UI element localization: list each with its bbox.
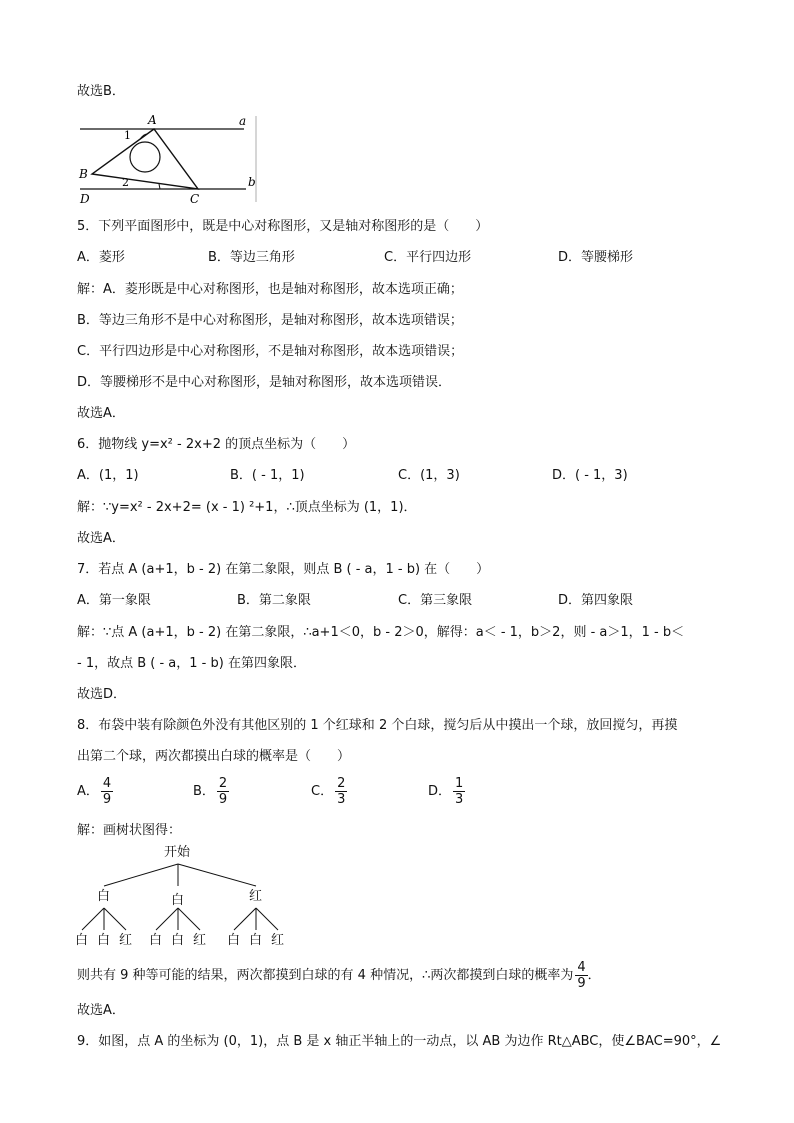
tree-leaf: 白 xyxy=(75,933,89,948)
q4-answer: 故选B． xyxy=(77,84,125,99)
q7-solution-line: 解：∵点 A (a+1，b - 2) 在第二象限，∴a+1＜0，b - 2＞0，解得：a＜ - 1，b＞2，则 - a＞1，1 - b＜ xyxy=(77,625,685,640)
triangle-abc xyxy=(92,129,198,189)
tree-node-level1: 白 xyxy=(97,889,111,904)
q8-option-d xyxy=(428,776,465,807)
tree-leaf: 白 xyxy=(249,933,263,948)
q5-solution-line: C．平行四边形是中心对称图形，不是轴对称图形，故本选项错误； xyxy=(77,344,464,359)
q7-option-b: B．第二象限 xyxy=(237,593,311,608)
q5-option-a: A．菱形 xyxy=(77,250,125,265)
q8-conclusion xyxy=(77,960,601,991)
q7-answer: 故选D． xyxy=(77,687,127,702)
q5-solution-line: 解：A．菱形既是中心对称图形，也是轴对称图形，故本选项正确； xyxy=(77,282,463,297)
q9-stem: 9．如图，点 A 的坐标为 (0，1)，点 B 是 x 轴正半轴上的一动点，以 AB 为边作 Rt△ABC，使∠BAC=90°，∠ xyxy=(77,1034,722,1049)
tree-leaf: 红 xyxy=(193,933,207,948)
q7-solution-line: - 1，故点 B ( - a，1 - b) 在第四象限． xyxy=(77,656,306,671)
q7-option-c: C．第三象限 xyxy=(398,593,473,608)
q5-option-c: C．平行四边形 xyxy=(384,250,472,265)
tree-node-level1: 白 xyxy=(171,893,185,908)
q8-solution-intro: 解：画树状图得： xyxy=(77,823,182,838)
label-1: 1 xyxy=(124,129,131,142)
q5-option-d: D．等腰梯形 xyxy=(558,250,634,265)
tree-leaf: 红 xyxy=(271,933,285,948)
q6-solution: 解：∵y=x² - 2x+2= (x - 1) ²+1，∴顶点坐标为 (1，1)． xyxy=(77,500,417,515)
option-label: C． xyxy=(311,784,334,799)
q6-option-d: D．( - 1，3) xyxy=(552,468,628,483)
fraction: $\frac{4}{9}$ xyxy=(577,960,586,991)
tree-leaf: 红 xyxy=(119,933,133,948)
label-A: A xyxy=(148,113,157,127)
tree-node-level1: 红 xyxy=(249,889,263,904)
tree-leaf: 白 xyxy=(149,933,163,948)
q6-answer: 故选A． xyxy=(77,531,125,546)
angle-2-mark xyxy=(159,184,160,189)
q5-stem: 5．下列平面图形中，既是中心对称图形，又是轴对称图形的是（ ） xyxy=(77,219,489,234)
tree-leaf: 白 xyxy=(227,933,241,948)
conclusion-end: ． xyxy=(587,968,601,983)
q8-option-b xyxy=(193,776,229,807)
label-a: a xyxy=(239,114,247,128)
tree-leaf: 白 xyxy=(97,933,111,948)
q5-answer: 故选A． xyxy=(77,406,125,421)
q7-stem: 7．若点 A (a+1，b - 2) 在第二象限，则点 B ( - a，1 - b) 在（ ） xyxy=(77,562,490,577)
q8-stem-line: 出第二个球，两次都摸出白球的概率是（ ） xyxy=(77,749,351,764)
fraction: $\frac{4}{9}$ xyxy=(102,776,112,807)
tree-leaf: 白 xyxy=(171,933,185,948)
q5-solution-line: B．等边三角形不是中心对称图形，是轴对称图形，故本选项错误； xyxy=(77,313,463,328)
option-label: B． xyxy=(193,784,215,799)
q6-stem: 6．抛物线 y=x² - 2x+2 的顶点坐标为（ ） xyxy=(77,437,356,452)
inscribed-circle xyxy=(130,142,160,172)
q5-solution-line: D．等腰梯形不是中心对称图形，是轴对称图形，故本选项错误． xyxy=(77,375,452,390)
fraction: $\frac{2}{3}$ xyxy=(337,776,346,807)
q8-stem-line: 8．布袋中装有除颜色外没有其他区别的 1 个红球和 2 个白球，搅匀后从中摸出一个球，放回搅匀，再摸 xyxy=(77,718,678,733)
tree-root: 开始 xyxy=(164,845,191,860)
q5-option-b: B．等边三角形 xyxy=(208,250,295,265)
q7-option-d: D．第四象限 xyxy=(558,593,634,608)
label-b: b xyxy=(248,175,256,189)
q6-option-c: C．(1，3) xyxy=(398,468,460,483)
label-2: 2 xyxy=(122,176,129,189)
option-label: D． xyxy=(428,784,452,799)
q8-option-a xyxy=(77,776,113,807)
q6-option-a: A．(1，1) xyxy=(77,468,139,483)
q7-option-a: A．第一象限 xyxy=(77,593,151,608)
q8-answer: 故选A． xyxy=(77,1003,125,1018)
fraction: $\frac{2}{9}$ xyxy=(218,776,228,807)
label-D: D xyxy=(80,192,90,204)
conclusion-text: 则共有 9 种等可能的结果，两次都摸到白球的有 4 种情况，∴两次都摸到白球的概率为 xyxy=(77,968,574,983)
option-label: A． xyxy=(77,784,99,799)
label-C: C xyxy=(190,192,200,204)
fraction: $\frac{1}{3}$ xyxy=(455,776,464,807)
q8-option-c xyxy=(311,776,347,807)
geometry-figure xyxy=(74,112,264,204)
label-B: B xyxy=(79,167,88,181)
q6-option-b: B．( - 1，1) xyxy=(230,468,305,483)
